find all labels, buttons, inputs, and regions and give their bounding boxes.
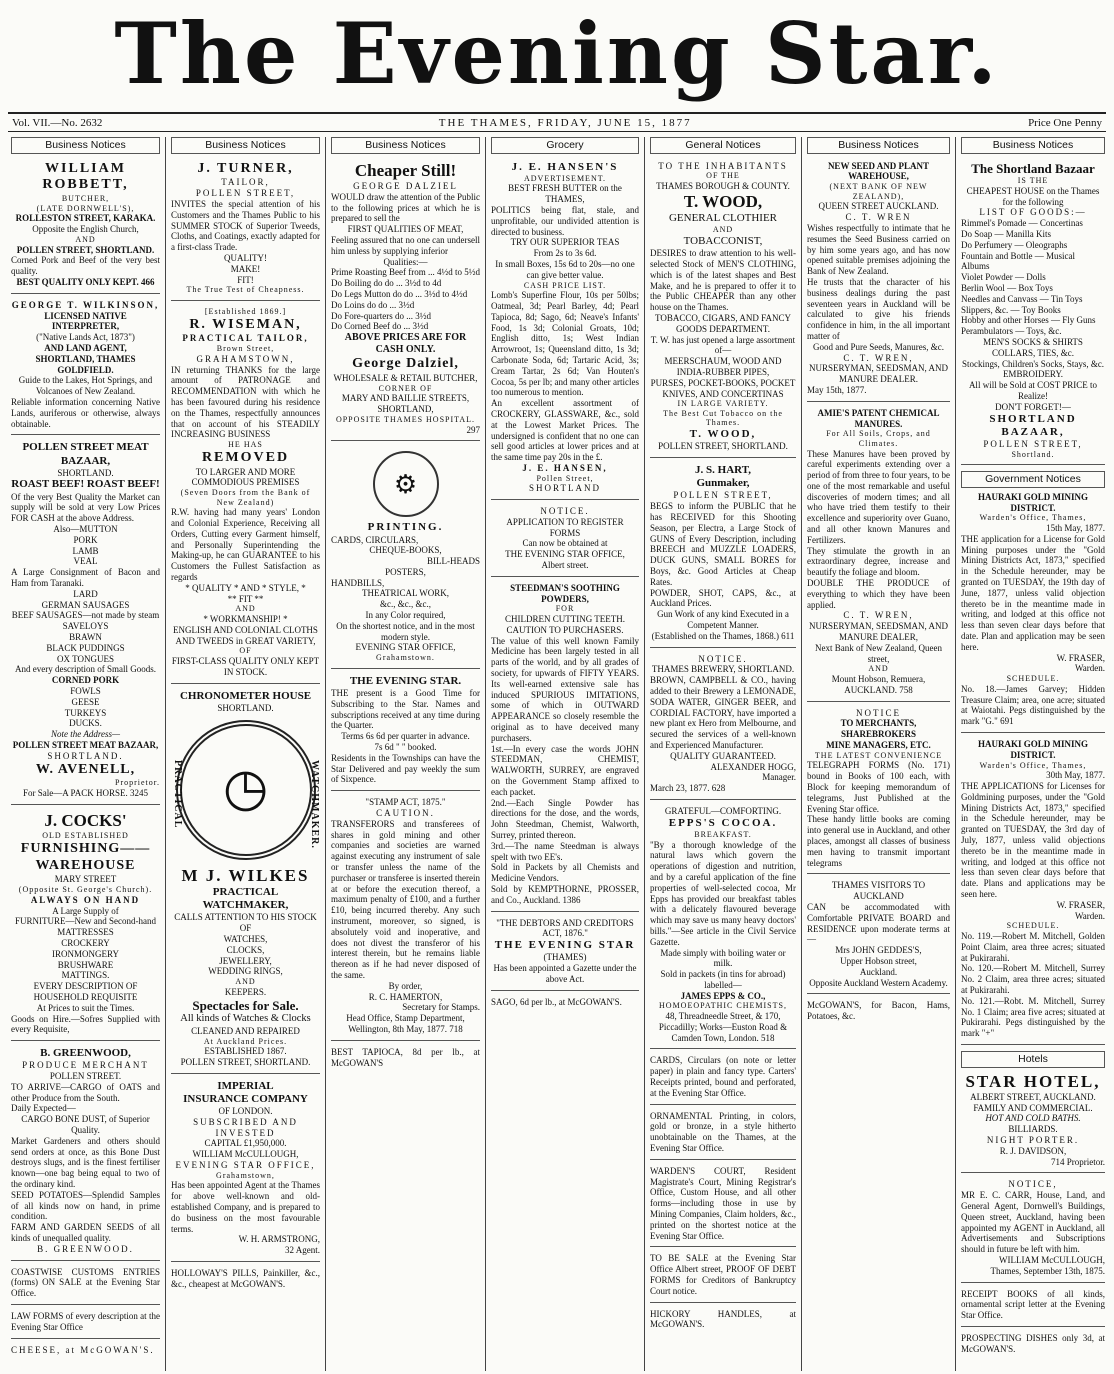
advert-hauraki-june: HAURAKI GOLD MINING DISTRICT. Warden's Office, Thames, 30th May, 1877. THE APPLICATIONS for Licenses for Goldmining purposes, under the "Gold Mining Districts Act, 1873," specified in the Schedule hereunder, may be granted on TUESDAY, the 3rd day of July, 1877, unless valid objections thereto be in the meantime made in writing, and lodged at this office not less than seven clear days before that date. Plans and applications may be seen here. W. FRASER, Warden. SCHEDULE. No. 119.—Robert M. Mitchell, Golden Point Claim, area three acres; situated at Pukirarahi. No. 120.—Robert M. Mitchell, Surrey No. 2 Claim, area three acres; situated at Pukirarahi. No. 121.—Robt. M. Mitchell, Surrey No. 1 Claim; area five acres; situated at Pukirarahi. Pegs distinguished by the mark "+" xyxy=(961,736,1105,1045)
advert-imperial-insurance: IMPERIAL INSURANCE COMPANY OF LONDON. SUBSCRIBED AND INVESTED CAPITAL £1,950,000. WILLIAM McCULLOUGH, EVENING STAR OFFICE, Grahamstown, Has been appointed Agent at the Thames for above well-known and old-established Company, and is prepared to do business on the most favourable terms. W. H. ARMSTRONG, 32 Agent. xyxy=(171,1077,320,1262)
section-header: Hotels xyxy=(961,1051,1105,1068)
advert-cards-circulars: CARDS, Circulars (on note or letter paper) in plain and fancy type. Carters' Receipts printed, bound and perforated, at the Evening Star Office. xyxy=(650,1052,796,1104)
price: Price One Penny xyxy=(1028,116,1102,129)
masthead xyxy=(0,0,1114,112)
advert-dalziel-butcher: Cheaper Still! GEORGE DALZIEL WOULD draw the attention of the Public to the following prices at which he is prepared to sell the FIRST QUALITIES OF MEAT, Feeling assured that no one can undersell him unless by supplying inferior Qualities:— Prime Roasting Beef from ... 4½d to 5½d Do Boiling do do ... 3½d to 4d Do Legs Mutton do do ... 3½d to 4½d Do Loins do do ... 3½d Do Fore-quarters do ... 3½d Do Corned Beef do ... 3½d ABOVE PRICES ARE FOR CASH ONLY. George Dalziel, WHOLESALE & RETAIL BUTCHER, CORNER OF MARY AND BAILLIE STREETS, SHORTLAND, OPPOSITE THAMES HOSPITAL. 297 xyxy=(331,158,480,442)
advert-hansen-grocery: J. E. HANSEN'S ADVERTISEMENT. BEST FRESH BUTTER on the THAMES, POLITICS being flat, stale, and unprofitable, our undivided attention is directed to business. TRY OUR SUPERIOR TEAS From 2s to 3s 6d. In small Boxes, 15s 6d to 20s—no one can give better value. CASH PRICE LIST. Lomb's Superfine Flour, 10s per 50lbs; Oatmeal, 3d; Pearl Barley, 4d; Pearl Tapioca, 8d; Sago, 6d; Neave's Infants' Food, 1s 3d; Colonial Groats, 10d; English ditto, 1s; West Indian Arrowroot, 1s; Queensland ditto, 1s 3d; Carbonate Soda, 6d; Tartaric Acid, 3s; Cream Tartar, 2s 6d; Van Houten's Cocoa, 5s per lb; and many other articles too numerous to mention. An excellent assortment of CROCKERY, GLASSWARE, &c., sold at the Lowest Market Prices. The undersigned is confident that no one can sell good articles at lower prices and at the same time pay 20s in the £. J. E. HANSEN, Pollen Street, SHORTLAND xyxy=(491,158,639,500)
advert-steedmans: STEEDMAN'S SOOTHING POWDERS, FOR CHILDREN CUTTING TEETH. CAUTION TO PURCHASERS. The value of this well known Family Medicine has been largely tested in all parts of the world, and by all grades of society, for upwards of FIFTY YEARS. Its well-earned extensive sale has induced SPURIOUS IMITATIONS, some of which in OUTWARD APPEARANCE so closely resemble the original as to have deceived many purchasers. 1st.—In every case the words JOHN STEEDMAN, CHEMIST, WALWORTH, SURREY, are engraved on the Government Stamp affixed to each packet. 2nd.—Each Single Powder has directions for the dose, and the words, John Steedman, Chemist, Walworth, Surrey, printed thereon. 3rd.—The name Steedman is always spelt with two EE's. Sold in Packets by all Chemists and Medicine Vendors. Sold by KEMPTHORNE, PROSSER, and Co., Auckland. 1386 xyxy=(491,580,639,912)
advert-telegraph-forms: NOTICE TO MERCHANTS, SHAREBROKERS MINE MANAGERS, ETC. THE LATEST CONVENIENCE TELEGRAPH FORMS (No. 171) bound in Books of 100 each, with Block for keeping memorandum of telegrams, Just Published at the Evening Star office. These handy little books are coming into general use in Auckland, and other places, amongst all classes of business men having to transmit important telegrams xyxy=(807,705,950,875)
column-3 xyxy=(325,137,485,1371)
column-header: Business Notices xyxy=(331,137,480,154)
advert-coastwise: COASTWISE CUSTOMS ENTRIES (forms) ON SALE at the Evening Star Office. xyxy=(11,1264,160,1305)
advert-sago: SAGO, 6d per lb., at McGOWAN'S. xyxy=(491,996,622,1007)
clock-illustration: PRACTICAL ◷ WATCHMAKER. xyxy=(171,720,320,860)
column-2 xyxy=(165,137,325,1371)
advert-greenwood: B. GREENWOOD, PRODUCE MERCHANT POLLEN STREET. TO ARRIVE—CARGO of OATS and other Produce from the South. Daily Expected— CARGO BONE DUST, of Superior Quality. Market Gardeners and others should send orders at once, as this Bone Dust destroys slugs, and is the finest fertiliser known—one bag being equal to two of the ordinary kind. SEED POTATOES—Splendid Samples of all kinds now on hand, in prime condition. FARM AND GARDEN SEEDS of all kinds of unequalled quality. B. GREENWOOD. xyxy=(11,1044,160,1261)
column-5 xyxy=(644,137,801,1371)
column-4 xyxy=(485,137,644,1371)
advert-proof-of-debt: TO BE SALE at the Evening Star Office Albert street, PROOF OF DEBT FORMS for Creditors of Bankruptcy Court notice. xyxy=(650,1250,796,1302)
column-header: Business Notices xyxy=(11,137,160,154)
clock-icon: ◷ xyxy=(176,720,316,860)
advert-hauraki-may: Government Notices HAURAKI GOLD MINING DISTRICT. Warden's Office, Thames, 15th May, 1877. THE application for a License for Gold Mining purposes under the "Gold Mining Districts Act, 1873," specified in the Schedule hereunder, may be granted on TUESDAY, the 19th day of June, 1877, unless valid objection thereto be in the meantime made in writing, and lodged at this office not less than seven clear days before that date. Plan and application may be seen here. W. FRASER, Warden. SCHEDULE. No. 18.—James Garvey; Hidden Treasure Claim; area, one acre; situated at Waiotahi. Pegs distinguished by the mark "G." 691 xyxy=(961,468,1105,733)
advert-wiseman-tailor: [Established 1869.] R. WISEMAN, PRACTICAL TAILOR, Brown Street, GRAHAMSTOWN, IN returning THANKS for the large amount of PATRONAGE and RECOMMENDATION with which he has been favoured during his residence on the Thames, respectfully announces that on account of his STEADILY INCREASING BUSINESS HE HAS REMOVED TO LARGER AND MORE COMMODIOUS PREMISES (Seven Doors from the Bank of New Zealand) R.W. having had many years' London and Colonial Experience, Receiving all Orders, Cutting every Garment himself, and Personally Superintending the Making-up, he can GUARANTEE to his Customers the Fullest Satisfaction as regards * QUALITY * AND * STYLE, * ** FIT ** AND * WORKMANSHIP! * ENGLISH AND COLONIAL CLOTHS AND TWEEDS in GREAT VARIETY, OF FIRST-CLASS QUALITY ONLY KEPT IN STOCK. xyxy=(171,304,320,684)
section-header: Government Notices xyxy=(961,471,1105,488)
column-1 xyxy=(6,137,165,1371)
advert-receipt-books: RECEIPT BOOKS of all kinds, ornamental script letter at the Evening Star Office. xyxy=(961,1286,1105,1327)
advert-tapioca: BEST TAPIOCA, 8d per lb., at McGOWAN'S xyxy=(331,1046,480,1068)
column-7 xyxy=(955,137,1110,1371)
printing-press-icon: ⚙ xyxy=(373,451,439,517)
column-header: Business Notices xyxy=(171,137,320,154)
advert-wren-seed-warehouse: NEW SEED AND PLANT WAREHOUSE, (NEXT BANK OF NEW ZEALAND), QUEEN STREET AUCKLAND. C. T. WREN Wishes respectfully to intimate that he resumes the Seed Business carried on by him some years ago, and has now opened suitable premises adjoining the Bank of New Zealand. He trusts that the character of his business dealings during the past seventeen years in Auckland will be calculated to give his friends confidence in him, in the all important matter of Good and Pure Seeds, Manures, &c. C. T. WREN, NURSERYMAN, SEEDSMAN, AND MANURE DEALER. May 15th, 1877. xyxy=(807,158,950,402)
advert-debtors-act: "THE DEBTORS AND CREDITORS ACT, 1876." THE EVENING STAR (THAMES) Has been appointed a Gazette under the above Act. xyxy=(491,915,639,991)
advert-hart-gunmaker: J. S. HART, Gunmaker, POLLEN STREET, BEGS to inform the PUBLIC that he has RECEIVED for this Shooting Season, per Electra, a Large Stock of GUNS of Every Description, including BREECH and MUZZLE LOADERS, DUCK GUNS, SMALL BORES for Boys, &c. Good Articles at Cheap Rates. POWDER, SHOT, CAPS, &c., at Auckland Prices. Gun Work of any kind Executed in a Competent Manner. (Established on the Thames, 1868.) 611 xyxy=(650,461,796,648)
advert-wilkinson: GEORGE T. WILKINSON, LICENSED NATIVE INTERPRETER, ("Native Lands Act, 1873") AND LAND AGENT, SHORTLAND, THAMES GOLDFIELD. Guide to the Lakes, Hot Springs, and Volcanoes of New Zealand. Reliable information concerning Native Lands, auriferous or otherwise, always obtainable. xyxy=(11,297,160,436)
advert-evening-star-subscription: THE EVENING STAR. THE present is a Good Time for Subscribing to the Star. Names and subscriptions received at any time during the Quarter. Terms 6s 6d per quarter in advance. 7s 6d " " booked. Residents in the Townships can have the Star Delivered and pay weekly the sum of Sixpence. xyxy=(331,672,480,791)
advert-meat-bazaar: POLLEN STREET MEAT BAZAAR, SHORTLAND. ROAST BEEF! ROAST BEEF! Of the very Best Quality the Market can supply will be sold at very Low Prices FOR CASH at the above Address. Also—MUTTON PORK LAMB VEAL A Large Consignment of Bacon and Ham from Taranaki. LARD GERMAN SAUSAGES BEEF SAUSAGES—not made by steam SAVELOYS BRAWN BLACK PUDDINGS OX TONGUES And every description of Small Goods. CORNED PORK FOWLS GEESE TURKEYS DUCKS. Note the Address— POLLEN STREET MEAT BAZAAR, SHORTLAND. W. AVENELL, Proprietor. For Sale—A PACK HORSE. 3245 xyxy=(11,438,160,804)
publication-date: THE THAMES, FRIDAY, JUNE 15, 1877 xyxy=(438,116,692,129)
dateline xyxy=(8,112,1106,132)
advert-robbett: WILLIAM ROBBETT, BUTCHER, (LATE DORNWELL'S), ROLLESTON STREET, KARAKA. Opposite the English Church, AND POLLEN STREET, SHORTLAND. Corned Pork and Beef of the very best quality. BEST QUALITY ONLY KEPT. 466 xyxy=(11,158,160,294)
advert-prospecting-dishes: PROSPECTING DISHES only 3d, at McGOWAN'S. xyxy=(961,1333,1105,1354)
column-6 xyxy=(801,137,955,1371)
advert-mcgowans-bacon: McGOWAN'S, for Bacon, Hams, Potatoes, &c. xyxy=(807,1000,950,1022)
column-header: Grocery xyxy=(491,137,639,154)
advert-cocks-furnishing: J. COCKS' OLD ESTABLISHED FURNISHING——WAREHOUSE MARY STREET (Opposite St. George's Church). ALWAYS ON HAND A Large Supply of FURNITURE—New and Second-hand MATTRESSES CROCKERY IRONMONGERY BRUSHWARE MATTINGS. EVERY DESCRIPTION OF HOUSEHOLD REQUISITE At Prices to suit the Times. Goods on Hire.—Sofres Supplied with every Requisite, xyxy=(11,808,160,1041)
advert-cheese: CHEESE, at McGOWAN'S. xyxy=(11,1344,155,1355)
advert-t-wood-clothier: TO THE INHABITANTS OF THE THAMES BOROUGH & COUNTY. T. WOOD, GENERAL CLOTHIER AND TOBACCONIST, DESIRES to draw attention to his well-selected Stock of MEN'S CLOTHING, which is of the latest shapes and Best Make, and he is prepared to offer it to the Public CHEAPER than any other house on the Thames. TOBACCO, CIGARS, AND FANCY GOODS DEPARTMENT. T. W. has just opened a large assortment of— MEERSCHAUM, WOOD AND INDIA-RUBBER PIPES, PURSES, POCKET-BOOKS, POCKET KNIVES, AND CONCERTINAS IN LARGE VARIETY. The Best Cut Tobacco on the Thames. T. WOOD, POLLEN STREET, SHORTLAND. xyxy=(650,158,796,458)
advert-epps-cocoa: GRATEFUL—COMFORTING. EPPS'S COCOA. BREAKFAST. "By a thorough knowledge of the natural laws which govern the operations of digestion and nutrition, and by a careful application of the fine properties of well-selected cocoa, Mr Epps has provided our breakfast tables with a delicately flavoured beverage which may save us many heavy doctors' bills."—See article in the Civil Service Gazette. Made simply with boiling water or milk. Sold in packets (in tins for abroad) labelled— JAMES EPPS & CO., HOMOEOPATHIC CHEMISTS, 48, Threadneedle Street, & 170, Piccadilly; Works—Euston Road & Camden Town, London. 518 xyxy=(650,803,796,1050)
advert-register-forms: NOTICE. APPLICATION TO REGISTER FORMS Can now be obtained at THE EVENING STAR OFFICE, Albert street. xyxy=(491,503,639,577)
advert-law-forms: LAW FORMS of every description at the Evening Star Office xyxy=(11,1308,160,1339)
advert-star-hotel: Hotels STAR HOTEL, ALBERT STREET, AUCKLAND. FAMILY AND COMMERCIAL. HOT AND COLD BATHS. BILLIARDS. NIGHT PORTER. R. J. DAVIDSON, 714 Proprietor. xyxy=(961,1048,1105,1174)
column-header: General Notices xyxy=(650,137,796,154)
advert-carr-agent: NOTICE, MR E. C. CARR, House, Land, and General Agent, Dornwell's Buildings, Queen street, Auckland, having been appointed my AGENT in Auckland, all Advertisements and Subscriptions should in future be left with him. WILLIAM McCULLOUGH, Thames, September 13th, 1875. xyxy=(961,1176,1105,1282)
advert-wilkes-watchmaker: CHRONOMETER HOUSE SHORTLAND. PRACTICAL ◷ WATCHMAKER. M J. WILKES PRACTICAL WATCHMAKER, CALLS ATTENTION TO HIS STOCK OF WATCHES, CLOCKS, JEWELLERY, WEDDING RINGS, AND KEEPERS. Spectacles for Sale. All kinds of Watches & Clocks CLEANED AND REPAIRED At Auckland Prices. ESTABLISHED 1867. POLLEN STREET, SHORTLAND. xyxy=(171,687,320,1074)
volume-number: Vol. VII.—No. 2632 xyxy=(12,116,103,129)
column-header: Business Notices xyxy=(961,137,1105,154)
advert-thames-visitors: THAMES VISITORS TO AUCKLAND CAN be accommodated with Comfortable PRIVATE BOARD and RESIDENCE upon moderate terms at— Mrs JOHN GEDDES'S, Upper Hobson street, Auckland. Opposite Auckland Western Academy. xyxy=(807,877,950,994)
advert-ornamental-printing: ORNAMENTAL Printing, in colors, gold or bronze, in a style hitherto unobtainable on the Thames, at the Evening Star Office. xyxy=(650,1108,796,1160)
advert-thames-brewery: NOTICE. THAMES BREWERY, SHORTLAND. BROWN, CAMPBELL & CO., having added to their Brewery a LEMONADE, SODA WATER, GINGER BEER, and CORDIAL FACTORY, have imported a new plant ex Hero from Melbourne, and secured the services of a well-known and Experienced Manufacturer. QUALITY GUARANTEED. ALEXANDER HOGG, Manager. March 23, 1877. 628 xyxy=(650,651,796,800)
advert-holloways: HOLLOWAY'S PILLS, Painkiller, &c., &c., cheapest at McGOWAN'S. xyxy=(171,1268,320,1289)
advert-shortland-bazaar: The Shortland Bazaar IS THE CHEAPEST HOUSE on the Thames for the following LIST OF GOODS:— Rimmel's Pomade — Concertinas Do Soap — Manilla Kits Do Perfumery — Oleographs Fountain and Bottle — Musical Albums Violet Powder — Dolls Berlin Wool — Box Toys Needles and Canvass — Tin Toys Slippers, &c. — Toy Books Hobby and other Horses — Fly Guns Perambulators — Toys, &c. MEN'S SOCKS & SHIRTS COLLARS, TIES, &c. Stockings, Children's Socks, Stays, &c. EMBROIDERY. All will be Sold at COST PRICE to Realize! DON'T FORGET!— SHORTLAND BAZAAR, POLLEN STREET, Shortland. xyxy=(961,158,1105,466)
advert-wardens-court-forms: WARDEN'S COURT, Resident Magistrate's Court, Mining Registrar's Office, Custom House, and all other forms—including those in use by Mining Companies, Claim holders, &c., printed on the shortest notice at the Evening Star Office. xyxy=(650,1163,796,1248)
masthead-title: The Evening Star. xyxy=(114,4,1000,103)
advert-amies-manures: AMIE'S PATENT CHEMICAL MANURES. For All Soils, Crops, and Climates. These Manures have been proved by careful experiments extending over a period of from three to four years, to be one of the most remarkable and useful discoveries of modern times; and all who have tried them testify to their excellence and superiority over Guano, and all other known Manures and Fertilizers. They stimulate the growth in an extraordinary degree, increase and beautify the foliage and bloom. DOUBLE THE PRODUCE of everything to which they have been applied. C. T. WREN, NURSERYMAN, SEEDSMAN, AND MANURE DEALER, Next Bank of New Zealand, Queen street, AND Mount Hobson, Remuera, AUCKLAND. 758 xyxy=(807,405,950,702)
advert-stamp-act: "STAMP ACT, 1875." CAUTION. TRANSFERORS and transferees of shares in gold mining and other companies and societies are warned against executing any instrument of sale or transfer unless the name of the purchaser or transferee is inserted therein at or before the execution thereof, a maximum penalty of £100, and a further £10, being incurred thereby. Any such instrument, moreover, so signed, is absolutely void and inoperative, and does not divest the transferor of his interest therein, but he remains liable thereon as if he had never disposed of the same. By order, R. C. HAMERTON, Secretary for Stamps. Head Office, Stamp Department, Wellington, 8th May, 1877. 718 xyxy=(331,794,480,1041)
advert-hickory-handles: HICKORY HANDLES, at McGOWAN'S. xyxy=(650,1308,796,1330)
advert-turner-tailor: J. TURNER, TAILOR, POLLEN STREET, INVITES the special attention of his Customers and the Thames Public to his SUMMER STOCK of Superior Tweeds, Cloths, and Coatings, exactly adapted for a first-class Trade. QUALITY! MAKE! FIT! The True Test of Cheapness. xyxy=(171,158,320,301)
advert-printing: ⚙ PRINTING. CARDS, CIRCULARS, CHEQUE-BOOKS, BILL-HEADS POSTERS, HANDBILLS, THEATRICAL WORK, &c., &c., &c., In any Color required, On the shortest notice, and in the most modern style. EVENING STAR OFFICE, Grahamstown. xyxy=(331,444,480,669)
column-header: Business Notices xyxy=(807,137,950,154)
